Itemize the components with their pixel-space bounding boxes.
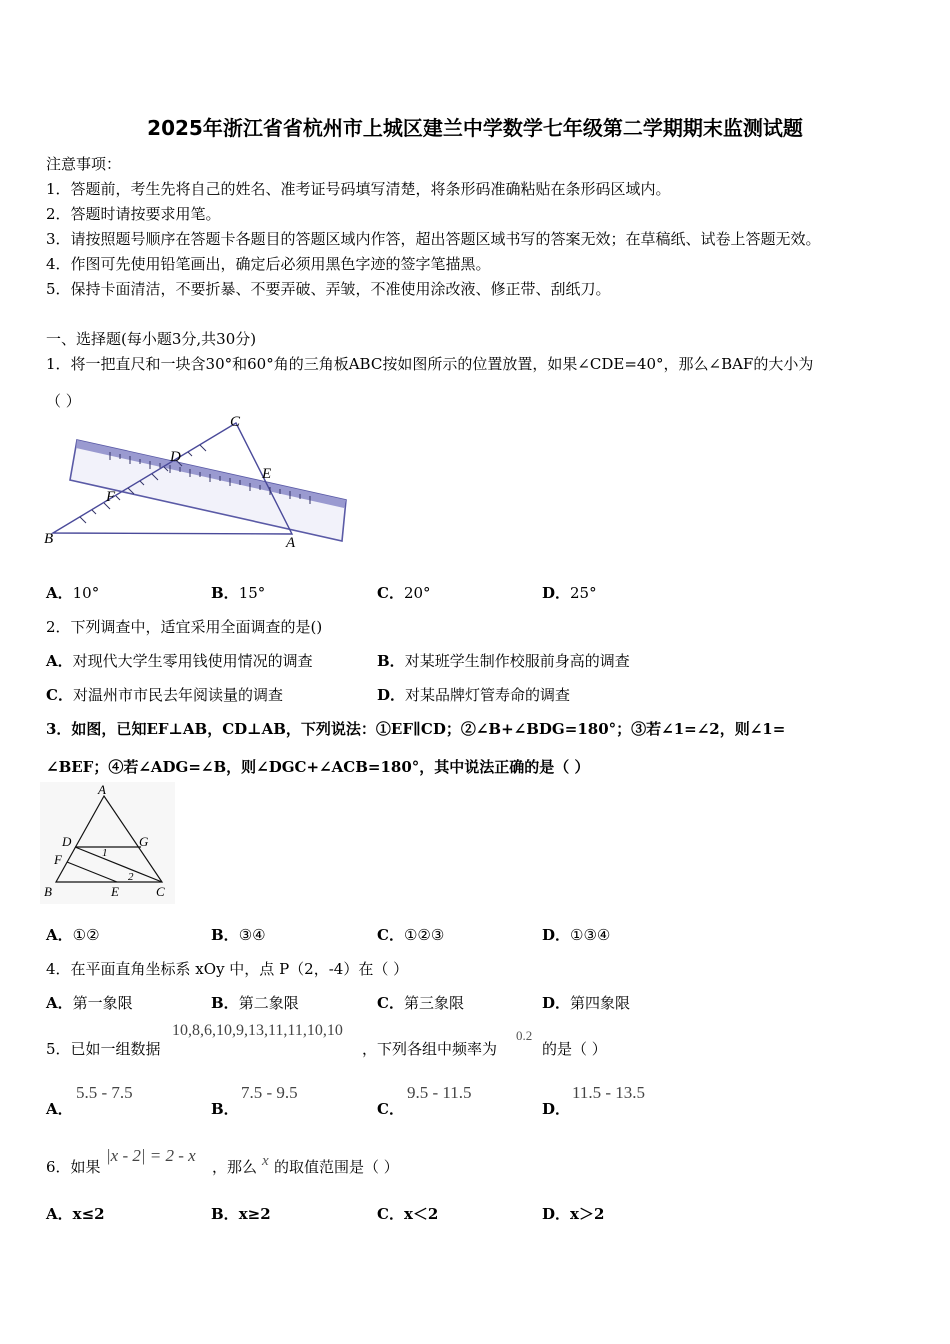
label-d: D (170, 449, 181, 465)
notice-heading: 注意事项： (46, 155, 122, 173)
label-e: E (111, 884, 119, 899)
q5-freq: 0.2 (516, 1028, 533, 1043)
q6-option-b[interactable]: B．x≥2 (211, 1205, 271, 1223)
q4-option-c[interactable]: C．第三象限 (377, 994, 464, 1012)
q3-option-b[interactable]: B．③④ (211, 926, 266, 944)
q2-option-b[interactable]: B．对某班学生制作校服前身高的调查 (377, 652, 630, 670)
label-f: F (106, 489, 116, 505)
q2-option-a[interactable]: A．对现代大学生零用钱使用情况的调查 (46, 652, 313, 670)
label-a: A (286, 535, 296, 550)
q6-option-c[interactable]: C．x＜2 (377, 1205, 439, 1223)
q3-stem: 3．如图，已知EF⊥AB，CD⊥AB，下列说法：①EF∥CD；②∠B+∠BDG=180°；③若∠1=∠2，则∠1= (46, 720, 786, 738)
q5-data: 10,8,6,10,9,13,11,11,10,10 (172, 1022, 343, 1039)
label-b: B (44, 884, 52, 899)
label-a: A (98, 782, 106, 797)
q3-option-a[interactable]: A．①② (46, 926, 100, 944)
q6-option-a[interactable]: A．x≤2 (46, 1205, 105, 1223)
q5-option-a[interactable]: 5.5 - 7.5 (76, 1083, 133, 1102)
q6-option-d[interactable]: D．x＞2 (542, 1205, 605, 1223)
notice-item: 3．请按照题号顺序在答题卡各题目的答题区域内作答，超出答题区域书写的答案无效；在草稿纸、试卷上答题无效。 (46, 230, 821, 248)
q6-stem: 6．如果 (46, 1158, 101, 1176)
q6-expression: |x - 2| = 2 - x (106, 1146, 196, 1165)
q5-option-d-label[interactable]: D． (542, 1100, 571, 1118)
notice-item: 5．保持卡面清洁，不要折暴、不要弄破、弄皱，不准使用涂改液、修正带、刮纸刀。 (46, 280, 611, 298)
angle-2-label: 2 (128, 871, 134, 883)
q5-stem: 5．已如一组数据 (46, 1040, 161, 1058)
q5-option-a-label[interactable]: A． (46, 1100, 73, 1118)
q6-var: x (262, 1153, 269, 1169)
q5-stem-mid: ，下列各组中频率为 (362, 1040, 498, 1058)
q4-option-a[interactable]: A．第一象限 (46, 994, 133, 1012)
notice-item: 1．答题前，考生先将自己的姓名、准考证号码填写清楚，将条形码准确粘贴在条形码区域内。 (46, 180, 671, 198)
q2-option-c[interactable]: C．对温州市市民去年阅读量的调查 (46, 686, 283, 704)
label-c: C (156, 884, 165, 899)
q5-option-c[interactable]: 9.5 - 11.5 (407, 1083, 472, 1102)
q1-option-b[interactable]: B．15° (211, 584, 266, 602)
q3-stem-cont: ∠BEF；④若∠ADG=∠B，则∠DGC+∠ACB=180°，其中说法正确的是（ ） (46, 758, 590, 776)
q5-option-c-label[interactable]: C． (377, 1100, 404, 1118)
label-d: D (62, 834, 72, 849)
q1-figure (40, 410, 355, 550)
q6-stem-mid: ，那么 (212, 1158, 258, 1176)
q5-option-b[interactable]: 7.5 - 9.5 (241, 1083, 298, 1102)
q1-stem: 1．将一把直尺和一块含30°和60°角的三角板ABC按如图所示的位置放置，如果∠CDE=40°，那么∠BAF的大小为 (46, 355, 814, 373)
notice-item: 4．作图可先使用铅笔画出，确定后必须用黑色字迹的签字笔描黑。 (46, 255, 491, 273)
label-e: E (262, 466, 272, 482)
q1-option-c[interactable]: C．20° (377, 584, 431, 602)
q4-option-d[interactable]: D．第四象限 (542, 994, 631, 1012)
q1-option-a[interactable]: A．10° (46, 584, 100, 602)
page-title: 2025年浙江省省杭州市上城区建兰中学数学七年级第二学期期末监测试题 (147, 116, 803, 140)
q6-stem-end: 的取值范围是（ ） (274, 1158, 399, 1176)
q3-figure (40, 782, 175, 904)
q5-option-d[interactable]: 11.5 - 13.5 (572, 1083, 646, 1102)
notice-item: 2．答题时请按要求用笔。 (46, 205, 221, 223)
angle-1-label: 1 (102, 847, 108, 859)
label-b: B (44, 531, 54, 547)
label-g: G (139, 834, 149, 849)
q1-option-d[interactable]: D．25° (542, 584, 597, 602)
q3-option-c[interactable]: C．①②③ (377, 926, 445, 944)
q5-stem-end: 的是（ ） (542, 1040, 607, 1058)
q4-option-b[interactable]: B．第二象限 (211, 994, 299, 1012)
section-heading: 一、选择题(每小题3分,共30分) (46, 330, 257, 348)
q4-stem: 4．在平面直角坐标系 xOy 中，点 P（2，-4）在（ ） (46, 960, 409, 978)
q3-option-d[interactable]: D．①③④ (542, 926, 611, 944)
label-f: F (54, 852, 62, 867)
q5-option-b-label[interactable]: B． (211, 1100, 239, 1118)
q2-stem: 2．下列调查中，适宜采用全面调查的是() (46, 618, 323, 636)
label-c: C (230, 414, 241, 430)
q1-stem-cont: （ ） (46, 392, 81, 410)
q2-option-d[interactable]: D．对某品牌灯管寿命的调查 (377, 686, 571, 704)
